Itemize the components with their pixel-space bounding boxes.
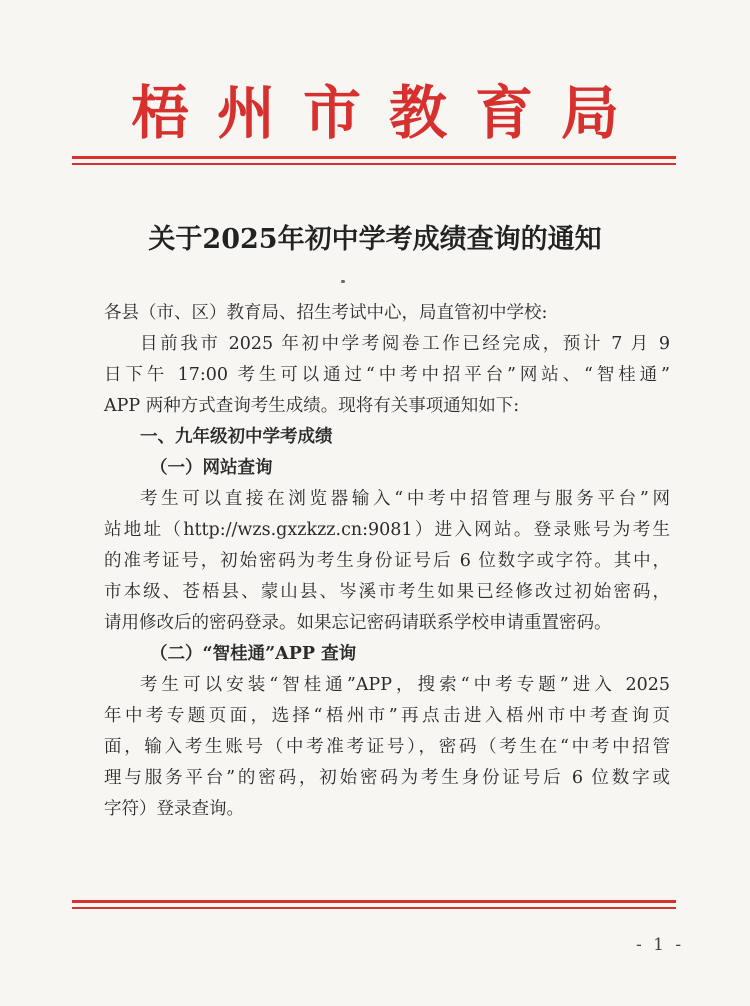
intro-line: 日下午 17:00 考生可以通过“中考中招平台”网站、“智桂通” bbox=[104, 365, 670, 385]
section-heading: 一、九年级初中学考成绩 bbox=[140, 427, 333, 447]
paragraph-line: 考生可以安装“智桂通”APP，搜索“中考专题”进入 2025 bbox=[140, 675, 670, 695]
footer-rule-1 bbox=[72, 900, 676, 903]
paragraph-line: 的准考证号，初始密码为考生身份证号后 6 位数字或字符。其中， bbox=[104, 551, 670, 571]
footer-rule-2 bbox=[72, 907, 676, 909]
subsection-heading: （二）“智桂通”APP 查询 bbox=[150, 644, 357, 664]
intro-paragraph bbox=[104, 329, 670, 422]
intro-line: 目前我市 2025 年初中学考阅卷工作已经完成，预计 7 月 9 bbox=[140, 334, 670, 354]
paragraph-line: 年中考专题页面，选择“梧州市”再点击进入梧州市中考查询页 bbox=[104, 706, 670, 726]
letterhead-title: 梧州市教育局 bbox=[130, 79, 647, 147]
app-paragraph bbox=[104, 670, 670, 825]
notice-body bbox=[104, 298, 670, 832]
website-paragraph bbox=[104, 484, 670, 639]
letterhead-rule-top-2 bbox=[72, 163, 676, 165]
intro-line: APP 两种方式查询考生成绩。现将有关事项通知如下: bbox=[104, 396, 520, 416]
page-number: - 1 - bbox=[636, 935, 685, 955]
subsection-heading: （一）网站查询 bbox=[150, 458, 273, 478]
decorative-mark bbox=[341, 280, 345, 283]
salutation: 各县（市、区）教育局、招生考试中心，局直管初中学校: bbox=[104, 303, 548, 323]
paragraph-line: 市本级、苍梧县、蒙山县、岑溪市考生如果已经修改过初始密码， bbox=[104, 582, 670, 602]
paragraph-line: 考生可以直接在浏览器输入“中考中招管理与服务平台”网 bbox=[140, 489, 670, 509]
notice-title: 关于2025年初中学考成绩查询的通知 bbox=[148, 224, 602, 255]
paragraph-line: 字符）登录查询。 bbox=[104, 799, 244, 819]
paragraph-line: 理与服务平台”的密码，初始密码为考生身份证号后 6 位数字或 bbox=[104, 768, 670, 788]
paragraph-line: 面，输入考生账号（中考准考证号），密码（考生在“中考中招管 bbox=[104, 737, 670, 757]
paragraph-line: 站地址（http://wzs.gxzkzz.cn:9081）进入网站。登录账号为考生 bbox=[104, 520, 670, 540]
paragraph-line: 请用修改后的密码登录。如果忘记密码请联系学校申请重置密码。 bbox=[104, 613, 612, 633]
letterhead-rule-top-1 bbox=[72, 156, 676, 159]
